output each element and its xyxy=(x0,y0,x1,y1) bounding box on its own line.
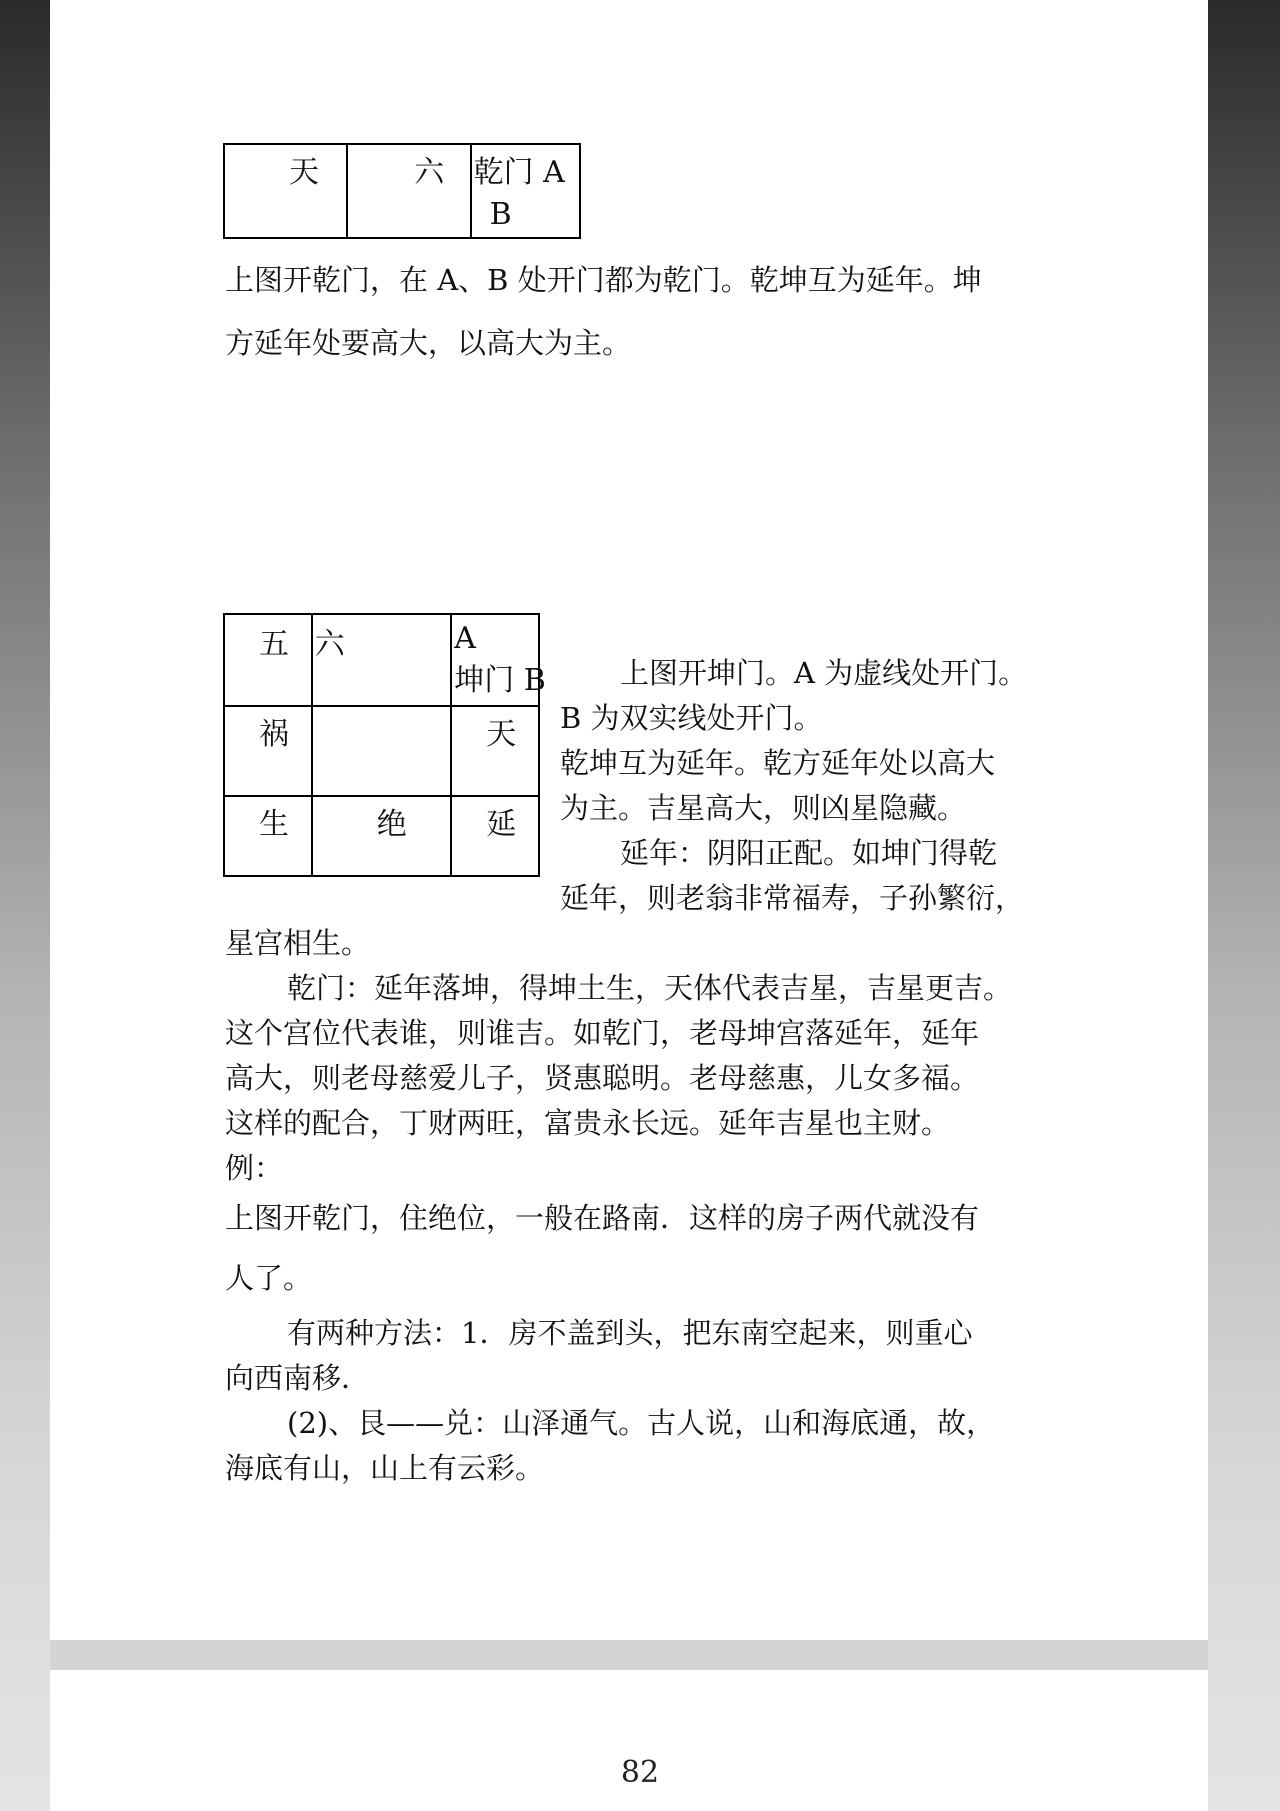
body-line-9: 有两种方法：1．房不盖到头，把东南空起来，则重心 xyxy=(287,1316,973,1350)
body-line-6: 例： xyxy=(225,1151,284,1185)
grid2-cell-yan: 延 xyxy=(451,796,539,876)
page-gap xyxy=(50,1640,1208,1670)
right-page-edge xyxy=(1208,0,1280,1811)
page-number: 82 xyxy=(620,1755,660,1790)
body-line-10: 向西南移． xyxy=(225,1361,371,1395)
grid2-cell-wu: 五 xyxy=(224,614,312,706)
body-line-7: 上图开乾门，住绝位，一般在路南．这样的房子两代就没有 xyxy=(225,1201,980,1235)
left-page-edge xyxy=(0,0,50,1811)
qian-door-diagram xyxy=(223,143,581,239)
text1-line-2: 方延年处要高大，以高大为主。 xyxy=(225,326,632,360)
grid2-kun-door-cell: A 坤门 B xyxy=(451,614,539,706)
text1-line-1: 上图开乾门，在 A、B 处开门都为乾门。乾坤互为延年。坤 xyxy=(225,263,982,297)
grid2-cell-jue: 绝 xyxy=(312,796,452,876)
side-text-line-4: 为主。吉星高大，则凶星隐藏。 xyxy=(560,791,967,825)
body-line-5: 这样的配合，丁财两旺，富贵永长远。延年吉星也主财。 xyxy=(225,1106,951,1140)
body-line-12: 海底有山，山上有云彩。 xyxy=(225,1451,545,1485)
grid2-cell-sheng: 生 xyxy=(224,796,312,876)
body-line-2: 乾门：延年落坤，得坤土生，天体代表吉星，吉星更吉。 xyxy=(287,971,1013,1005)
grid2-cell-tian: 天 xyxy=(451,706,539,796)
body-line-1: 星宫相生。 xyxy=(225,926,371,960)
grid2-cell-liu: 六 xyxy=(312,614,452,706)
body-line-3: 这个宫位代表谁，则谁吉。如乾门，老母坤宫落延年，延年 xyxy=(225,1016,980,1050)
side-text-line-5: 延年：阴阳正配。如坤门得乾 xyxy=(620,836,998,870)
side-text-line-1: 上图开坤门。A 为虚线处开门。 xyxy=(620,656,1028,690)
side-text-line-3: 乾坤互为延年。乾方延年处以高大 xyxy=(560,746,996,780)
grid1-door-cell: 乾门 A B xyxy=(471,144,580,238)
side-text-line-2: B 为双实线处开门。 xyxy=(560,701,823,735)
side-text-line-6: 延年，则老翁非常福寿，子孙繁衍， xyxy=(560,881,1025,915)
grid1-cell-2: 六 xyxy=(347,144,470,238)
body-line-4: 高大，则老母慈爱儿子，贤惠聪明。老母慈惠，儿女多福。 xyxy=(225,1061,980,1095)
body-line-11: (2)、艮——兑：山泽通气。古人说，山和海底通，故， xyxy=(287,1406,996,1440)
grid2-cell-center xyxy=(312,706,452,796)
body-line-8: 人了。 xyxy=(225,1261,313,1295)
grid2-cell-huo: 祸 xyxy=(224,706,312,796)
kun-door-diagram xyxy=(223,613,546,877)
grid1-cell-1: 天 xyxy=(224,144,347,238)
